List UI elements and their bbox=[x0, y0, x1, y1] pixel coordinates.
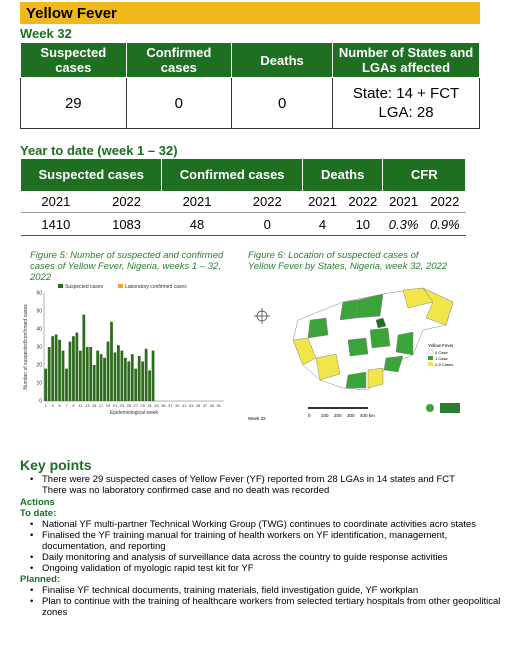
ytd-header-confirmed: Confirmed cases bbox=[162, 159, 302, 192]
legend-label-suspected: Suspected cases bbox=[65, 284, 104, 290]
scale-label: 400 km bbox=[360, 413, 375, 418]
to-date-item bbox=[20, 563, 512, 574]
bullet-spacer bbox=[30, 485, 42, 496]
to-date-item bbox=[20, 552, 512, 563]
bar-chart bbox=[18, 283, 233, 423]
bar-suspected bbox=[72, 336, 75, 401]
lga-line: LGA: 28 bbox=[378, 104, 434, 121]
key-point-item bbox=[20, 485, 512, 496]
ytd-value: 0 bbox=[232, 213, 302, 236]
ytd-value: 1083 bbox=[91, 213, 162, 236]
bar-suspected bbox=[152, 351, 155, 401]
bullet-icon: • bbox=[30, 519, 34, 530]
to-date-text: Finalised the YF training manual for training of health workers on YF identification, management, documentation, and reporting bbox=[42, 530, 448, 552]
ytd-value: 0.9% bbox=[424, 213, 465, 236]
x-tick-label: 29 bbox=[140, 403, 145, 408]
header-states-lgas: Number of States and LGAs affected bbox=[333, 43, 480, 78]
bullet-icon: • bbox=[30, 585, 34, 596]
bar-suspected bbox=[145, 349, 148, 401]
bullet-icon: • bbox=[30, 530, 34, 541]
x-tick-label: 1 bbox=[44, 403, 47, 408]
bar-suspected bbox=[82, 315, 85, 401]
y-tick-label: 0 bbox=[39, 398, 42, 405]
x-tick-label: 23 bbox=[119, 403, 125, 408]
year-cell: 2021 bbox=[383, 192, 424, 213]
bar-suspected bbox=[48, 347, 51, 401]
scale-label: 100 bbox=[321, 413, 329, 418]
figure5-caption: Figure 5: Number of suspected and confirmed cases of Yellow Fever, Nigeria, weeks 1 – 32, 2022 bbox=[30, 250, 224, 283]
x-tick-label: 17 bbox=[98, 403, 104, 408]
bullet-icon: • bbox=[30, 474, 34, 485]
x-tick-label: 43 bbox=[188, 403, 194, 408]
x-tick-label: 25 bbox=[126, 403, 132, 408]
bar-suspected bbox=[58, 340, 61, 401]
key-points-title: Key points bbox=[20, 457, 92, 473]
weekly-summary-table bbox=[20, 42, 480, 129]
year-cell: 2022 bbox=[91, 192, 162, 213]
planned-item bbox=[20, 596, 512, 618]
x-tick-label: 49 bbox=[209, 403, 215, 408]
year-cell: 2021 bbox=[302, 192, 342, 213]
value-states-lgas bbox=[333, 78, 480, 129]
bar-suspected bbox=[110, 322, 113, 401]
bullet-icon: • bbox=[30, 552, 34, 563]
header-deaths: Deaths bbox=[232, 43, 333, 78]
bar-suspected bbox=[51, 336, 54, 401]
header-suspected: Suspected cases bbox=[21, 43, 127, 78]
ytd-value: 1410 bbox=[21, 213, 92, 236]
ytd-value: 0.3% bbox=[383, 213, 424, 236]
bar-suspected bbox=[93, 365, 96, 401]
map-state-green bbox=[308, 318, 328, 338]
legend-label: 0 Case bbox=[435, 350, 448, 355]
planned-title: Planned: bbox=[20, 574, 61, 585]
bullet-icon: • bbox=[30, 563, 34, 574]
bar-suspected bbox=[107, 342, 110, 401]
bar-suspected bbox=[79, 351, 82, 401]
ytd-table bbox=[20, 158, 466, 236]
legend-swatch-confirmed bbox=[118, 284, 123, 288]
bar-suspected bbox=[69, 342, 72, 401]
x-tick-label: 51 bbox=[216, 403, 222, 408]
scale-bar bbox=[308, 407, 375, 418]
x-tick-label: 7 bbox=[65, 403, 68, 408]
nigeria-map bbox=[248, 280, 468, 425]
to-date-text: National YF multi-partner Technical Working Group (TWG) continues to coordinate activities acro states bbox=[42, 519, 477, 530]
ytd-header-cfr: CFR bbox=[383, 159, 466, 192]
y-tick-label: 50 bbox=[36, 308, 42, 315]
y-tick-label: 10 bbox=[36, 380, 42, 387]
bar-suspected bbox=[76, 333, 79, 401]
to-date-text: Daily monitoring and analysis of surveillance data across the country to guide response activities bbox=[42, 552, 448, 563]
x-tick-label: 3 bbox=[51, 403, 54, 408]
x-tick-label: 33 bbox=[154, 403, 159, 408]
header-confirmed: Confirmed cases bbox=[126, 43, 232, 78]
ytd-header-deaths: Deaths bbox=[302, 159, 383, 192]
scale-label: 300 bbox=[347, 413, 355, 418]
logo-icon bbox=[426, 403, 460, 413]
map-legend-title: Yellow Fever bbox=[428, 343, 454, 348]
legend-swatch-0 bbox=[428, 350, 433, 354]
x-tick-label: 31 bbox=[147, 403, 152, 408]
x-tick-label: 13 bbox=[85, 403, 90, 408]
bar-suspected bbox=[65, 369, 68, 401]
key-point-text: There was no laboratory confirmed case and no death was recorded bbox=[42, 485, 330, 496]
y-tick-label: 60 bbox=[36, 290, 42, 297]
ytd-value: 48 bbox=[162, 213, 232, 236]
actions-title: Actions bbox=[20, 497, 55, 508]
year-cell: 2021 bbox=[162, 192, 232, 213]
map-state-green bbox=[384, 356, 403, 372]
legend-label: 2-5 Cases bbox=[435, 362, 454, 367]
y-tick-label: 30 bbox=[36, 344, 42, 351]
ytd-value: 4 bbox=[302, 213, 342, 236]
ytd-header-suspected: Suspected cases bbox=[21, 159, 162, 192]
value-confirmed: 0 bbox=[126, 78, 232, 129]
bar-suspected bbox=[138, 356, 141, 401]
year-cell: 2022 bbox=[232, 192, 302, 213]
map-state-green bbox=[348, 338, 368, 356]
compass-icon bbox=[254, 308, 270, 324]
bar-suspected bbox=[141, 361, 144, 401]
map-legend bbox=[428, 343, 454, 367]
bar-suspected bbox=[86, 347, 89, 401]
map-footer: Week 32 bbox=[248, 416, 266, 421]
y-axis-title: Number of suspected/confirmed cases bbox=[23, 304, 29, 390]
year-cell: 2022 bbox=[343, 192, 383, 213]
year-cell: 2022 bbox=[424, 192, 465, 213]
map-state-green bbox=[370, 328, 390, 348]
bar-suspected bbox=[96, 351, 99, 401]
y-tick-label: 40 bbox=[36, 326, 42, 333]
bullet-icon: • bbox=[30, 596, 34, 607]
legend-swatch-2 bbox=[428, 362, 433, 366]
bar-suspected bbox=[121, 351, 124, 401]
x-tick-label: 35 bbox=[161, 403, 166, 408]
to-date-item bbox=[20, 519, 512, 530]
ytd-value: 10 bbox=[343, 213, 383, 236]
bar-suspected bbox=[134, 369, 137, 401]
x-tick-label: 11 bbox=[78, 403, 83, 408]
year-cell: 2021 bbox=[21, 192, 92, 213]
key-points-body bbox=[20, 474, 512, 618]
bar-suspected bbox=[44, 369, 47, 401]
x-tick-label: 9 bbox=[72, 403, 75, 408]
bar-suspected bbox=[124, 358, 127, 401]
map-state-green bbox=[356, 294, 383, 318]
value-deaths: 0 bbox=[232, 78, 333, 129]
map-state-yellow bbox=[368, 368, 383, 388]
bar-suspected bbox=[148, 370, 151, 401]
bar-suspected bbox=[103, 358, 106, 401]
x-tick-label: 41 bbox=[181, 403, 187, 408]
bar-suspected bbox=[100, 354, 103, 401]
x-tick-label: 37 bbox=[168, 403, 173, 408]
to-date-item bbox=[20, 530, 512, 552]
x-tick-label: 21 bbox=[112, 403, 118, 408]
week-label: Week 32 bbox=[20, 26, 72, 41]
x-axis-title: Epidemiological week bbox=[109, 410, 159, 416]
legend-swatch-1 bbox=[428, 356, 433, 360]
planned-item bbox=[20, 585, 512, 596]
bar-suspected bbox=[114, 352, 117, 401]
x-tick-label: 39 bbox=[175, 403, 180, 408]
legend-label-confirmed: Laboratory confirmed cases bbox=[125, 284, 187, 290]
to-date-title: To date: bbox=[20, 508, 57, 519]
x-tick-label: 19 bbox=[105, 403, 111, 408]
ytd-label: Year to date (week 1 – 32) bbox=[20, 143, 178, 158]
key-point-text: There were 29 suspected cases of Yellow Fever (YF) reported from 28 LGAs in 14 states and FCT bbox=[42, 474, 455, 485]
x-tick-label: 15 bbox=[91, 403, 97, 408]
figure6-caption: Figure 6: Location of suspected cases of Yellow Fever by States, Nigeria, week 32, 2022 bbox=[248, 250, 448, 272]
planned-text: Plan to continue with the training of healthcare workers from selected tertiary hospitals from other geopolitical zones bbox=[42, 596, 501, 618]
bar-suspected bbox=[127, 361, 130, 401]
x-tick-label: 45 bbox=[195, 403, 201, 408]
title-bar bbox=[20, 2, 480, 24]
to-date-text: Ongoing validation of myologic rapid test kit for YF bbox=[42, 563, 254, 574]
bar-suspected bbox=[117, 345, 120, 401]
page-title: Yellow Fever bbox=[26, 5, 117, 22]
scale-label: 200 bbox=[334, 413, 342, 418]
x-tick-label: 47 bbox=[202, 403, 208, 408]
bar-suspected bbox=[131, 354, 134, 401]
map-state-green bbox=[396, 332, 413, 355]
map-state-green bbox=[340, 300, 358, 320]
legend-label: 1 Case bbox=[435, 356, 448, 361]
legend-swatch-suspected bbox=[58, 284, 63, 288]
value-suspected: 29 bbox=[21, 78, 127, 129]
bar-suspected bbox=[55, 334, 58, 401]
x-tick-label: 5 bbox=[58, 403, 61, 408]
scale-label: 0 bbox=[308, 413, 311, 418]
bar-suspected bbox=[89, 347, 92, 401]
planned-text: Finalise YF technical documents, training materials, field investigation guide, YF workplan bbox=[42, 585, 419, 596]
x-tick-label: 27 bbox=[133, 403, 138, 408]
y-tick-label: 20 bbox=[36, 362, 42, 369]
key-point-item bbox=[20, 474, 512, 485]
bar-suspected bbox=[62, 351, 65, 401]
states-line: State: 14 + FCT bbox=[352, 85, 460, 102]
